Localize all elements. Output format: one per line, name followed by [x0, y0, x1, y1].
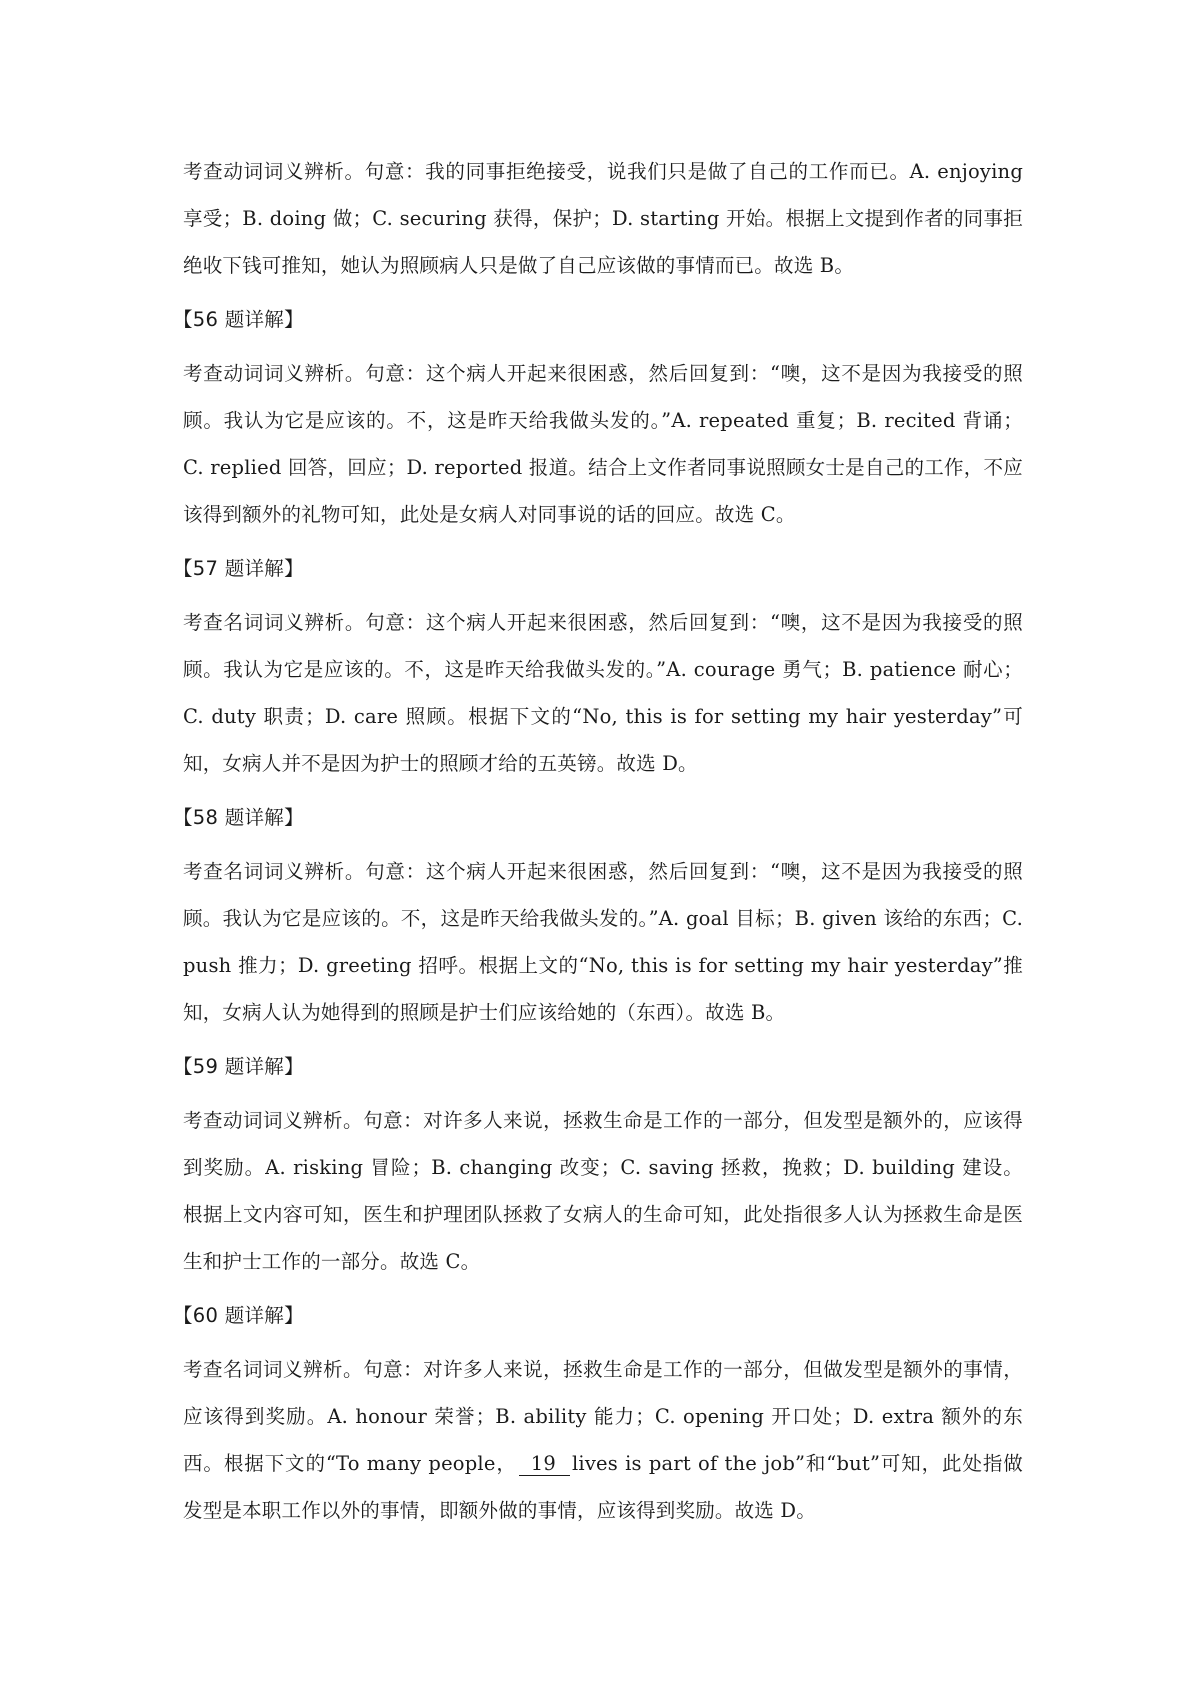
q58-heading: 【58 题详解】: [173, 806, 304, 829]
q55-explanation: 考查动词词义辨析。句意：我的同事拒绝接受，说我们只是做了自己的工作而已。A. enjoying 享受；B. doing 做；C. securing 获得，保护；D. starting 开始。根据上文提到作者的同事拒绝收下钱可推知，她认为照顾病人只是做了自己应该做的事情而已。故选 B。: [183, 160, 1023, 277]
q60-text-after-blank: lives is part of the job”和“but”可知，此处指做发型是本职工作以外的事情，即额外做的事情，应该得到奖励。故选 D。: [183, 1452, 1023, 1522]
q60-text-before-blank: 考查名词词义辨析。句意：对许多人来说，拯救生命是工作的一部分，但做发型是额外的事情，应该得到奖励。A. honour 荣誉；B. ability 能力；C. opening 开口处；D. extra 额外的东西。根据下文的“To many people，: [183, 1358, 1023, 1475]
q60-heading: 【60 题详解】: [173, 1304, 304, 1327]
q58-explanation: 考查名词词义辨析。句意：这个病人开起来很困惑，然后回复到：“噢，这不是因为我接受的照顾。我认为它是应该的。不，这是昨天给我做头发的。”A. goal 目标；B. given 该给的东西；C. push 推力；D. greeting 招呼。根据上文的“No, this is for setting my hair yesterday”推知，女病人认为她得到的照顾是护士们应该给她的（东西）。故选 B。: [183, 860, 1023, 1024]
q57-heading: 【57 题详解】: [173, 557, 304, 580]
q59-explanation: 考查动词词义辨析。句意：对许多人来说，拯救生命是工作的一部分，但发型是额外的，应该得到奖励。A. risking 冒险；B. changing 改变；C. saving 拯救，挽救；D. building 建设。根据上文内容可知，医生和护理团队拯救了女病人的生命可知，此处指很多人认为拯救生命是医生和护士工作的一部分。故选 C。: [183, 1109, 1023, 1273]
q56-heading: 【56 题详解】: [173, 308, 304, 331]
fill-in-blank: 19: [519, 1453, 570, 1476]
q56-explanation: 考查动词词义辨析。句意：这个病人开起来很困惑，然后回复到：“噢，这不是因为我接受的照顾。我认为它是应该的。不，这是昨天给我做头发的。”A. repeated 重复；B. recited 背诵；C. replied 回答，回应；D. reported 报道。结合上文作者同事说照顾女士是自己的工作，不应该得到额外的礼物可知，此处是女病人对同事说的话的回应。故选 C。: [183, 362, 1023, 526]
document-content: [173, 148, 1023, 1541]
q59-heading: 【59 题详解】: [173, 1055, 304, 1078]
q57-explanation: 考查名词词义辨析。句意：这个病人开起来很困惑，然后回复到：“噢，这不是因为我接受的照顾。我认为它是应该的。不，这是昨天给我做头发的。”A. courage 勇气；B. patience 耐心；C. duty 职责；D. care 照顾。根据下文的“No, this is for setting my hair yesterday”可知，女病人并不是因为护士的照顾才给的五英镑。故选 D。: [183, 611, 1023, 775]
q60-explanation: [183, 1346, 1023, 1534]
